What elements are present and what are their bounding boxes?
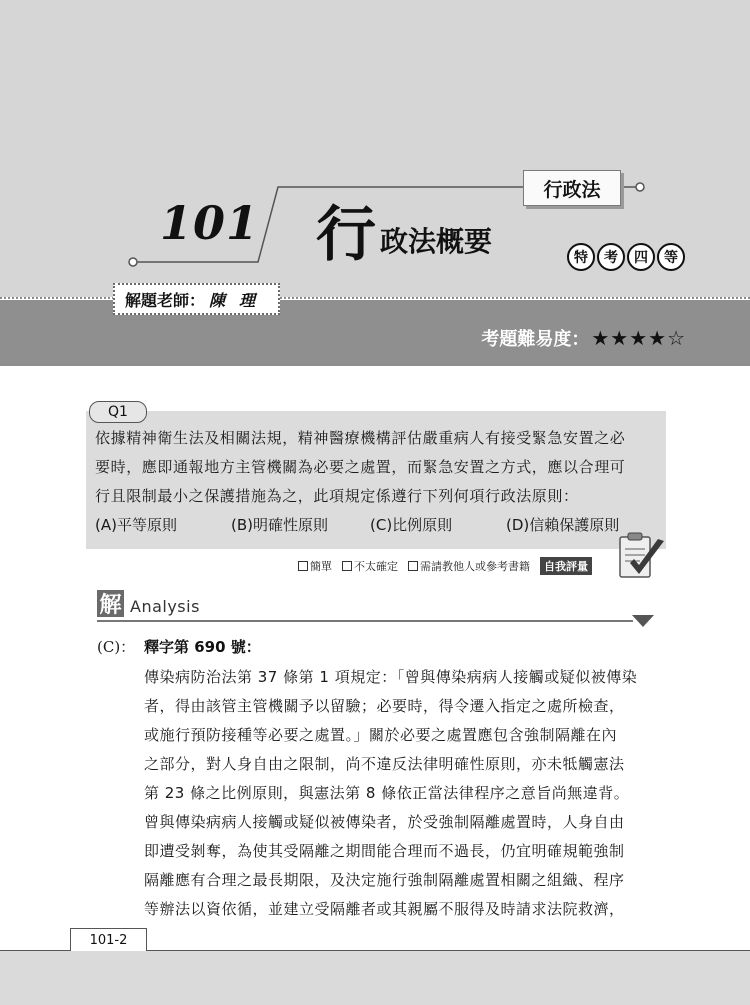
analysis-text-line: 即遭受剝奪，為使其受隔離之期間能合理而不過長，仍宜明確規範強制 bbox=[144, 842, 625, 860]
self-eval-checkbox-easy[interactable]: 簡單 bbox=[298, 558, 332, 574]
analysis-divider bbox=[97, 620, 633, 622]
analysis-text-line: 者，得由該管主管機關予以留驗；必要時，得令遷入指定之處所檢查， bbox=[144, 697, 625, 715]
analysis-text-line: 之部分，對人身自由之限制，尚不違反法律明確性原則，亦未牴觸憲法 bbox=[144, 755, 625, 773]
exam-year: 101 bbox=[160, 196, 260, 250]
triangle-marker-icon bbox=[632, 615, 654, 627]
difficulty-stars: ★★★★☆ bbox=[591, 326, 686, 350]
teacher-box bbox=[113, 283, 280, 315]
analysis-text-line: 曾與傳染病病人接觸或疑似被傳染者，於受強制隔離處置時，人身自由 bbox=[144, 813, 625, 831]
question-text-line: 依據精神衛生法及相關法規，精神醫療機構評估嚴重病人有接受緊急安置之必 bbox=[95, 429, 626, 447]
analysis-text-line: 或施行預防接種等必要之處置。」關於必要之處置應包含強制隔離在內 bbox=[144, 726, 618, 744]
question-number-badge: Q1 bbox=[89, 401, 147, 423]
exam-level-badges bbox=[567, 243, 685, 271]
title-first-char: 行 bbox=[316, 200, 376, 270]
exam-level-char: 特 bbox=[567, 243, 595, 271]
teacher-label: 解題老師： bbox=[125, 290, 206, 310]
analysis-char-badge: 解 bbox=[97, 590, 124, 617]
page-number: 101-2 bbox=[70, 928, 147, 951]
analysis-text-line: 等辦法以資依循，並建立受隔離者或其親屬不服得及時請求法院救濟， bbox=[144, 900, 625, 918]
footer-band bbox=[0, 951, 750, 1005]
analysis-text-line: 傳染病防治法第 37 條第 1 項規定：「曾與傳染病病人接觸或疑似被傳染 bbox=[144, 668, 638, 686]
exam-level-char: 等 bbox=[657, 243, 685, 271]
option-b: (B)明確性原則 bbox=[231, 516, 328, 534]
analysis-heading: Analysis bbox=[130, 597, 200, 616]
option-c: (C)比例原則 bbox=[370, 516, 453, 534]
option-d: (D)信賴保護原則 bbox=[506, 516, 620, 534]
difficulty-label: 考題難易度： bbox=[481, 329, 590, 350]
title-rest: 政法概要 bbox=[380, 225, 493, 258]
self-eval-checkbox-ask[interactable]: 需請教他人或參考書籍 bbox=[408, 558, 530, 574]
subject-tag: 行政法 bbox=[523, 170, 621, 206]
difficulty-rating bbox=[481, 325, 686, 351]
self-eval-checkbox-unsure[interactable]: 不太確定 bbox=[342, 558, 398, 574]
clipboard-check-icon bbox=[612, 527, 668, 583]
self-eval-tag: 自我評量 bbox=[540, 557, 592, 575]
option-a: (A)平等原則 bbox=[95, 516, 177, 534]
analysis-text-line: 隔離應有合理之最長期限，及決定施行強制隔離處置相關之組織、程序 bbox=[144, 871, 625, 889]
question-text-line: 行且限制最小之保護措施為之，此項規定係遵行下列何項行政法原則： bbox=[95, 487, 579, 505]
self-evaluation-row bbox=[298, 557, 592, 575]
exam-level-char: 四 bbox=[627, 243, 655, 271]
answer-label: (C)： bbox=[97, 638, 136, 656]
analysis-text-line: 第 23 條之比例原則，與憲法第 8 條依正當法律程序之意旨尚無違背。 bbox=[144, 784, 630, 802]
question-text-line: 要時，應即通報地方主管機關為必要之處置，而緊急安置之方式，應以合理可 bbox=[95, 458, 626, 476]
answer-heading: 釋字第 690 號： bbox=[144, 638, 261, 656]
teacher-name: 陳理 bbox=[209, 290, 270, 310]
exam-level-char: 考 bbox=[597, 243, 625, 271]
